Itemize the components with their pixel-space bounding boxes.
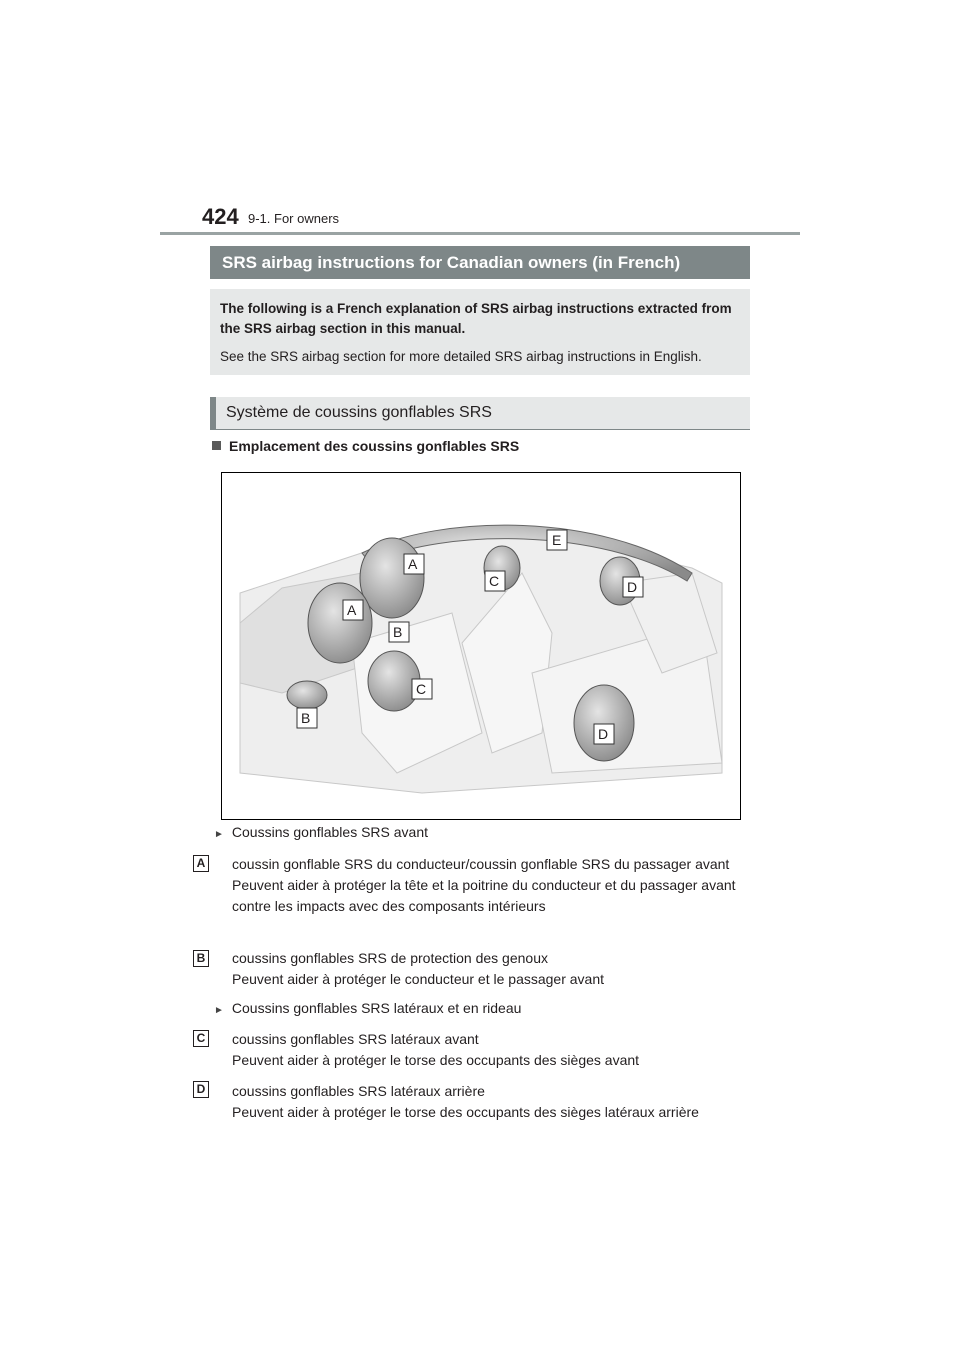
page-number: 424	[202, 204, 239, 229]
item-description: Peuvent aider à protéger la tête et la poitrine du conducteur et du passager avant contre les impacts avec des composants intérieurs	[232, 877, 736, 914]
group-front-heading	[214, 824, 428, 840]
emplacement-heading	[212, 438, 519, 454]
header-divider	[160, 232, 800, 235]
item-title: coussins gonflables SRS de protection des genoux	[232, 950, 548, 966]
item-title: coussins gonflables SRS latéraux arrière	[232, 1083, 485, 1099]
item-c	[232, 1029, 752, 1071]
airbag-shape	[308, 583, 372, 663]
banner-title: SRS airbag instructions for Canadian owners (in French)	[210, 246, 750, 279]
item-d	[232, 1081, 752, 1123]
figure-label: C	[416, 681, 427, 697]
badge-c: C	[193, 1030, 209, 1047]
item-a	[232, 854, 752, 917]
item-description: Peuvent aider à protéger le torse des occupants des sièges avant	[232, 1052, 640, 1068]
item-description: Peuvent aider à protéger le conducteur et le passager avant	[232, 971, 605, 987]
triangle-bullet-icon: ►	[214, 829, 224, 840]
item-title: coussins gonflables SRS latéraux avant	[232, 1031, 479, 1047]
intro-box	[210, 289, 750, 375]
figure-label: B	[301, 710, 311, 726]
subsection-heading: Système de coussins gonflables SRS	[210, 397, 750, 430]
figure-label: E	[552, 532, 562, 548]
figure-label: D	[627, 579, 638, 595]
figure-label: D	[598, 726, 609, 742]
group-side-label: Coussins gonflables SRS latéraux et en rideau	[231, 1000, 522, 1016]
group-side-heading	[214, 1000, 521, 1016]
intro-text-bold: The following is a French explanation of SRS airbag instructions extracted from the SRS airbag section in this manual.	[220, 301, 732, 336]
item-b	[232, 948, 752, 990]
figure-label: A	[347, 602, 357, 618]
airbag-shape	[287, 681, 327, 709]
triangle-bullet-icon: ►	[214, 1005, 224, 1016]
figure-label: A	[408, 556, 418, 572]
intro-text: See the SRS airbag section for more detailed SRS airbag instructions in English.	[220, 349, 702, 364]
group-front-label: Coussins gonflables SRS avant	[231, 824, 429, 840]
airbag-location-illustration	[221, 472, 741, 820]
section-title: 9-1. For owners	[248, 211, 340, 226]
car-interior-drawing	[222, 473, 740, 819]
item-description: Peuvent aider à protéger le torse des occupants des sièges latéraux arrière	[232, 1104, 699, 1120]
airbag-shape	[574, 685, 634, 761]
badge-d: D	[193, 1081, 209, 1098]
emplacement-title: Emplacement des coussins gonflables SRS	[229, 438, 520, 454]
item-title: coussin gonflable SRS du conducteur/coussin gonflable SRS du passager avant	[232, 856, 730, 872]
figure-label: B	[393, 624, 403, 640]
badge-b: B	[193, 950, 209, 967]
figure-label: C	[489, 573, 500, 589]
badge-a: A	[193, 855, 209, 872]
square-bullet-icon	[212, 441, 221, 450]
